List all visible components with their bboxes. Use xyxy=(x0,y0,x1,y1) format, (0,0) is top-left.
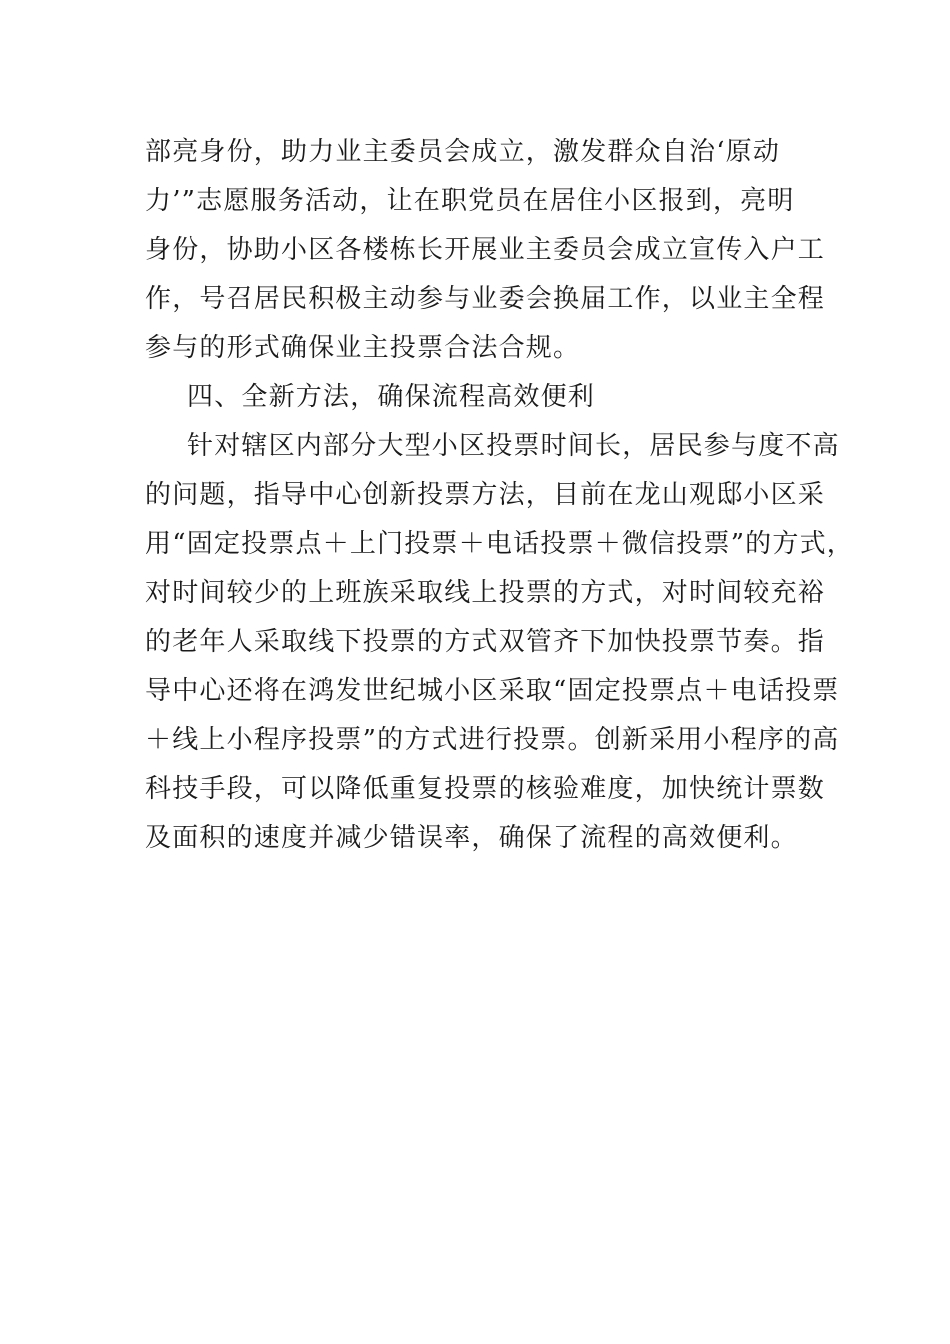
paragraph-line: 的老年人采取线下投票的方式双管齐下加快投票节奏。指 xyxy=(145,627,826,657)
paragraph-line: ＋线上小程序投票”的方式进行投票。创新采用小程序的高 xyxy=(145,725,840,755)
paragraph-voting-method xyxy=(145,422,854,863)
paragraph-line: 部亮身份，助力业主委员会成立，激发群众自治‘原动 xyxy=(145,137,781,167)
paragraph-line: 作，号召居民积极主动参与业委会换届工作，以业主全程 xyxy=(145,284,826,314)
paragraph-line: 导中心还将在鸿发世纪城小区采取“固定投票点＋电话投票 xyxy=(145,676,840,706)
paragraph-line: 用“固定投票点＋上门投票＋电话投票＋微信投票”的方式， xyxy=(145,529,854,559)
paragraph-line: 及面积的速度并减少错误率，确保了流程的高效便利。 xyxy=(145,823,798,853)
paragraph-line: 科技手段，可以降低重复投票的核验难度，加快统计票数 xyxy=(145,774,826,804)
paragraph-line: 力’”志愿服务活动，让在职党员在居住小区报到，亮明 xyxy=(145,186,795,216)
section-heading-4: 四、全新方法，确保流程高效便利 xyxy=(187,382,596,412)
paragraph-line: 对时间较少的上班族采取线上投票的方式，对时间较充裕 xyxy=(145,578,826,608)
paragraph-line: 的问题，指导中心创新投票方法，目前在龙山观邸小区采 xyxy=(145,480,826,510)
paragraph-line: 身份，协助小区各楼栋长开展业主委员会成立宣传入户工 xyxy=(145,235,826,265)
paragraph-line: 针对辖区内部分大型小区投票时间长，居民参与度不高 xyxy=(187,431,840,461)
paragraph-volunteer-service xyxy=(145,128,825,373)
paragraph-line: 参与的形式确保业主投票合法合规。 xyxy=(145,333,581,363)
document-body xyxy=(145,128,854,863)
